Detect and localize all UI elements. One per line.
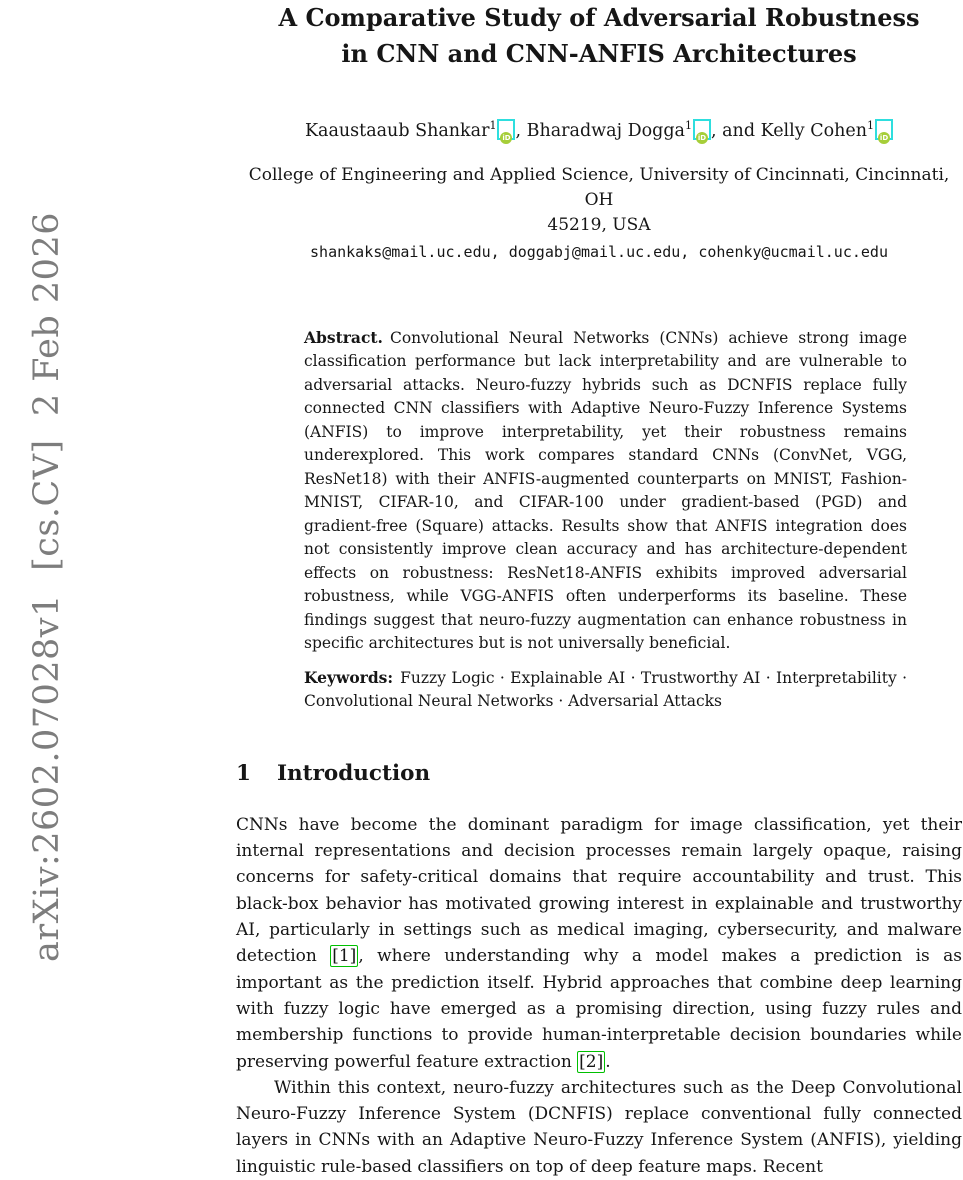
intro-p1-text-1: CNNs have become the dominant paradigm for image classification, yet their internal representations and decision processes remain largely opaque, raising concerns for safety-critical domains that require accountability and trust. This black-box behavior has motivated growing interest in explainable and trustworthy AI, particularly in settings such as medical imaging, cybersecurity, and malware detection (236, 814, 962, 967)
author-3-name: Kelly Cohen (760, 120, 868, 141)
keywords-label: Keywords: (304, 667, 394, 687)
citation-1-link[interactable]: [1] (332, 946, 357, 967)
abstract-label: Abstract. (304, 327, 383, 347)
author-3-affil-mark: 1 (867, 119, 875, 132)
abstract (304, 326, 907, 656)
orcid-icon[interactable] (875, 119, 893, 140)
paper-page (236, 0, 962, 1180)
affiliation-line2: 45219, USA (547, 214, 651, 235)
orcid-icon[interactable] (497, 119, 515, 140)
author-1-name: Kaaustaaub Shankar (304, 120, 490, 141)
citation-2-link[interactable]: [2] (579, 1051, 604, 1072)
author-2 (527, 121, 711, 141)
orcid-icon[interactable] (693, 119, 711, 140)
orcid-id-glyph: iD (697, 133, 707, 142)
intro-p1-text-2: , where understanding why a model makes a prediction is as important as the prediction itself. Hybrid approaches that combine deep learning with fuzzy logic have emerged as a promising direction, using fuzzy rules and membership functions to provide human-interpretable decision boundaries while preserving powerful feature extraction (236, 946, 963, 1072)
affiliation-line1: College of Engineering and Applied Science, University of Cincinnati, Cincinnati, OH (248, 164, 950, 210)
intro-p1-text-3: . (605, 1051, 611, 1072)
author-2-affil-mark: 1 (684, 119, 692, 132)
author-1-affil-mark: 1 (489, 119, 497, 132)
author-emails: shankaks@mail.uc.edu, doggabj@mail.uc.edu, cohenky@ucmail.uc.edu (310, 242, 888, 261)
section-number: 1 (236, 760, 251, 786)
author-1 (305, 121, 516, 141)
author-3 (761, 121, 893, 141)
arxiv-watermark: arXiv:2602.07028v1 [cs.CV] 2 Feb 2026 (27, 212, 67, 962)
keywords (304, 666, 907, 714)
intro-paragraph-1 (236, 812, 962, 1075)
section-heading-introduction (236, 758, 962, 790)
intro-paragraph-2: Within this context, neuro-fuzzy architectures such as the Deep Convolutional Neuro-Fuzzy Inference System (DCNFIS) replace conventional fully connected layers in CNNs with an Adaptive Neuro-Fuzzy Inference System (ANFIS), yielding linguistic rule-based classifiers on top of deep feature maps. Recent (236, 1077, 962, 1177)
section-title: Introduction (276, 760, 431, 786)
author-2-name: Bharadwaj Dogga (526, 120, 685, 141)
paper-title-line2: in CNN and CNN-ANFIS Architectures (341, 39, 857, 68)
author-separator: , and (710, 120, 761, 141)
author-separator: , (515, 120, 527, 141)
orcid-id-glyph: iD (879, 133, 889, 142)
orcid-id-glyph: iD (502, 133, 511, 142)
keywords-text: Fuzzy Logic · Explainable AI · Trustworthy AI · Interpretability · Convolutional Neural Networks · Adversarial Attacks (304, 668, 907, 711)
abstract-text: Convolutional Neural Networks (CNNs) achieve strong image classification performance but lack interpretability and are vulnerable to adversarial attacks. Neuro-fuzzy hybrids such as DCNFIS replace fully connected CNN classifiers with Adaptive Neuro-Fuzzy Inference Systems (ANFIS) to improve interpretability, yet their robustness remains underexplored. This work compares standard CNNs (ConvNet, VGG, ResNet18) with their ANFIS-augmented counterparts on MNIST, Fashion-MNIST, CIFAR-10, and CIFAR-100 under gradient-based (PGD) and gradient-free (Square) attacks. Results show that ANFIS integration does not consistently improve clean accuracy and has architecture-dependent effects on robustness: ResNet18-ANFIS exhibits improved adversarial robustness, while VGG-ANFIS often underperforms its baseline. These findings suggest that neuro-fuzzy augmentation can enhance robustness in specific architectures but is not universally beneficial. (304, 328, 907, 653)
author-line (236, 112, 962, 145)
affiliation (236, 163, 962, 238)
paper-title (236, 0, 962, 72)
paper-title-line1: A Comparative Study of Adversarial Robustness (278, 3, 920, 32)
